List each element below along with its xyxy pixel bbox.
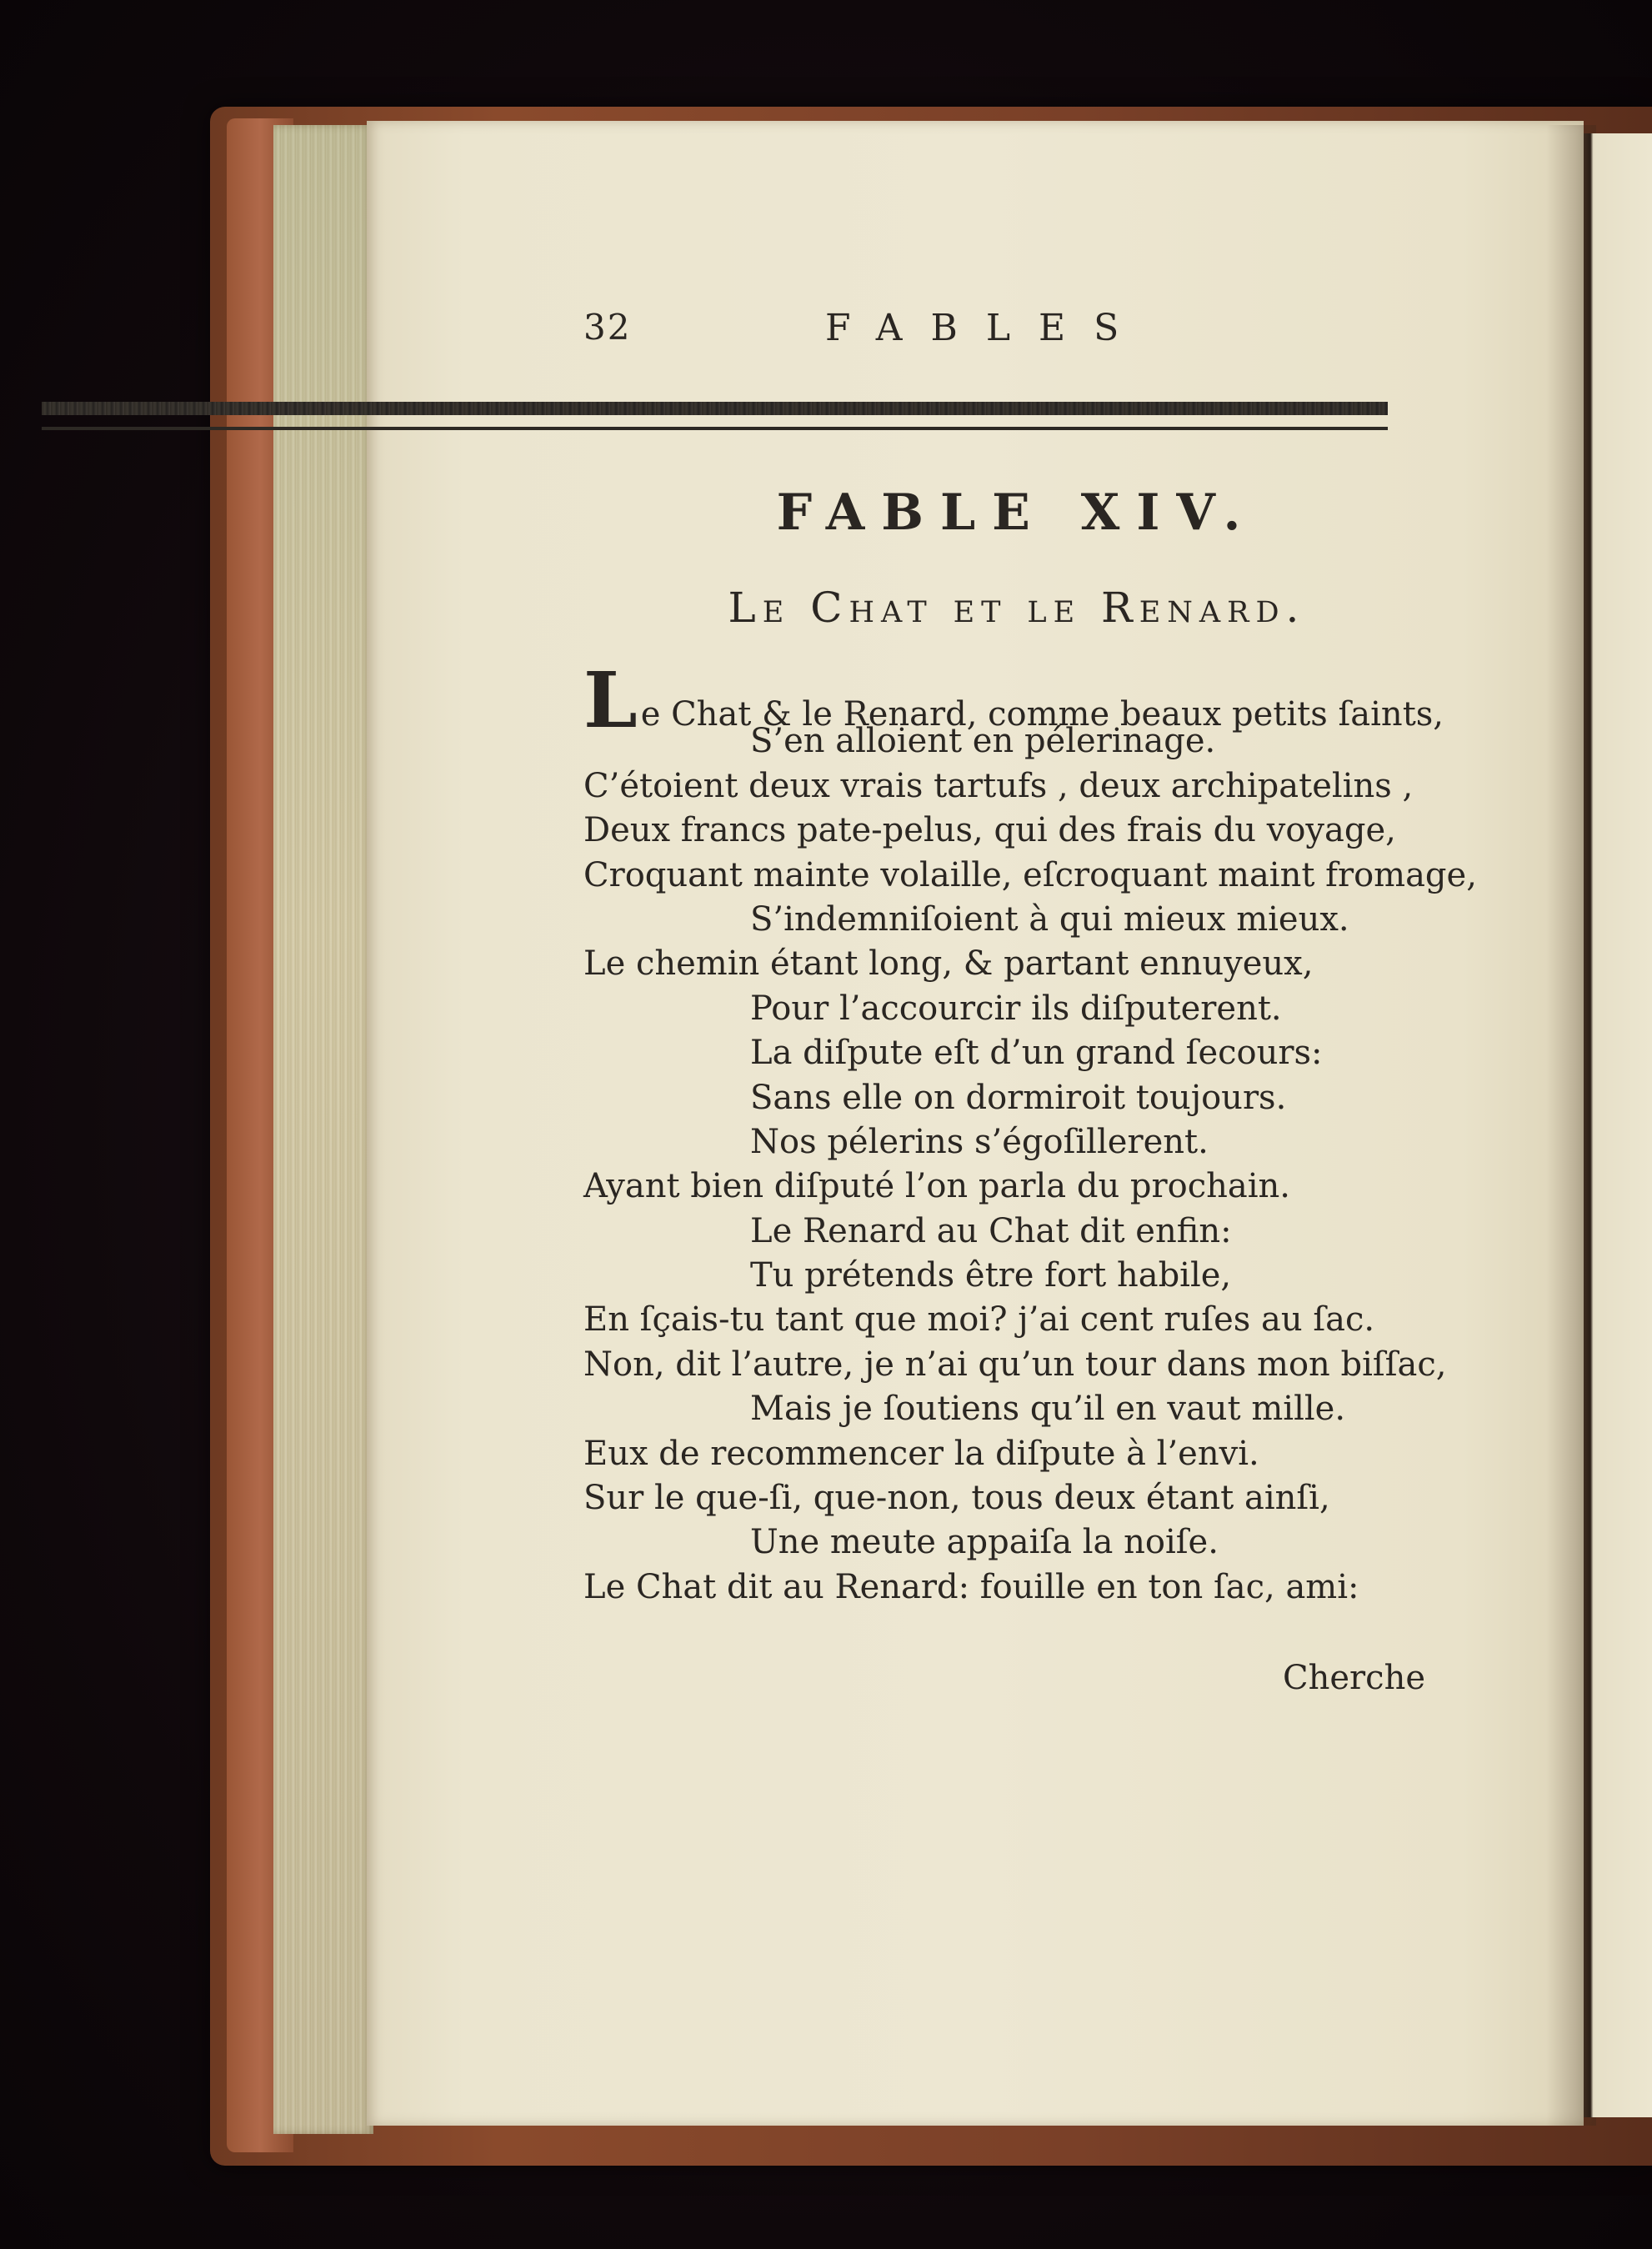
poem-line — [583, 1254, 1467, 1298]
poem-line — [583, 942, 1467, 986]
poem-line-text: Sur le que-ſi, que-non, tous deux étant ainſi, — [583, 1479, 1330, 1518]
poem-line-text: Mais je ſoutiens qu’il en vaut mille. — [750, 1390, 1346, 1429]
page-number: 32 — [583, 307, 632, 348]
poem-line-text: Le chemin étant long, & partant ennuyeux, — [583, 944, 1314, 984]
fable-subtitle: Le Chat et le Renard. — [728, 584, 1306, 632]
poem-line-text: La diſpute eſt d’un grand ſecours: — [750, 1034, 1323, 1073]
poem-line — [583, 1565, 1467, 1610]
poem-line — [583, 764, 1467, 809]
poem-line-text: Sans elle on dormiroit toujours. — [750, 1078, 1287, 1117]
poem-line — [583, 1432, 1467, 1476]
poem-line — [583, 1076, 1467, 1120]
poem-line-text: Nos pélerins s’égoſillerent. — [750, 1122, 1209, 1161]
poem-line — [583, 898, 1467, 942]
poem-line-text: Croquant mainte volaille, eſcroquant maint fromage, — [583, 855, 1477, 894]
poem-line — [583, 1520, 1467, 1565]
poem-line-text: Une meute appaiſa la noiſe. — [750, 1523, 1219, 1562]
poem-line-text: e Chat & le Renard, comme beaux petits ſaints, — [640, 695, 1444, 734]
poem-line — [583, 1476, 1467, 1520]
poem-line-text: S’indemniſoient à qui mieux mieux. — [750, 899, 1349, 939]
poem-line-text: Le Renard au Chat dit enfin: — [750, 1211, 1232, 1250]
poem-line — [583, 1343, 1467, 1387]
poem-line — [583, 1387, 1467, 1431]
poem-line — [583, 1120, 1467, 1165]
poem-line — [583, 1165, 1467, 1209]
catchword: Cherche — [1283, 1659, 1425, 1697]
poem-line-text: Le Chat dit au Renard: fouille en ton ſac, ami: — [583, 1567, 1359, 1606]
page-content — [583, 300, 1477, 1697]
drop-cap: L — [583, 655, 638, 745]
fable-heading: FABLE XIV. — [776, 483, 1258, 542]
poem-line — [583, 1210, 1467, 1254]
poem-line-text: Non, dit l’autre, je n’ai qu’un tour dans mon biſſac, — [583, 1345, 1447, 1384]
facing-page-edge — [1584, 133, 1652, 2117]
poem-line-text: Pour l’accourcir ils diſputerent. — [750, 989, 1282, 1028]
poem-line-text: Ayant bien diſputé l’on parla du prochain. — [583, 1167, 1291, 1206]
poem-line-text: S’en alloient en pélerinage. — [750, 722, 1216, 761]
poem-line-text: Deux francs pate-pelus, qui des frais du voyage, — [583, 811, 1396, 850]
header-rule-thick — [42, 402, 1388, 415]
poem-line — [583, 1031, 1467, 1075]
poem-line-text: C’étoient deux vrais tartufs , deux archipatelins , — [583, 766, 1414, 805]
poem-line — [583, 854, 1477, 898]
poem-text — [583, 655, 1477, 1610]
running-head — [583, 300, 1450, 367]
running-title: FABLES — [825, 307, 1148, 349]
poem-line-text: Tu prétends être fort habile, — [750, 1256, 1232, 1295]
header-rule-thin — [42, 427, 1388, 430]
poem-line — [583, 987, 1467, 1031]
poem-line — [583, 1298, 1467, 1342]
poem-line — [583, 809, 1467, 853]
poem-line-text: Eux de recommencer la diſpute à l’envi. — [583, 1434, 1259, 1473]
poem-line-text: En ſçais-tu tant que moi? j’ai cent ruſes au ſac. — [583, 1300, 1375, 1340]
